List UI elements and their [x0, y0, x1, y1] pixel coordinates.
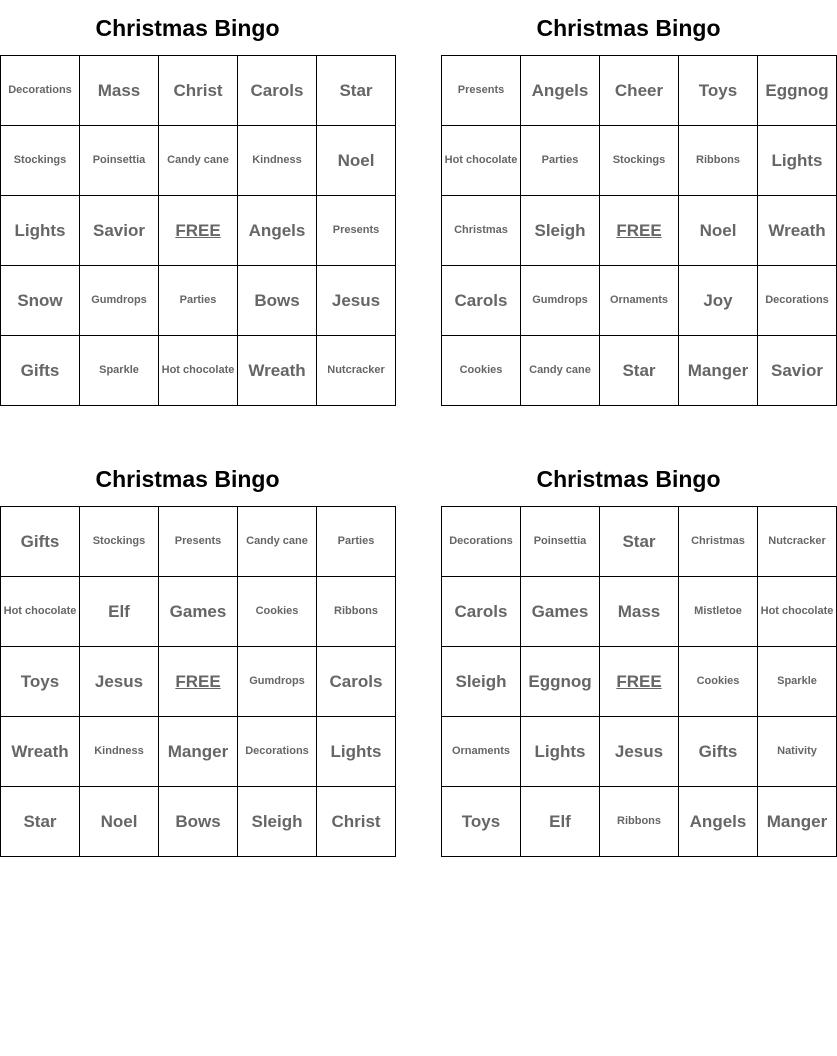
bingo-row [1, 266, 396, 336]
bingo-cell: Sleigh [238, 787, 317, 857]
bingo-card [0, 12, 385, 380]
bingo-cell: Ribbons [679, 126, 758, 196]
bingo-cell: Christ [159, 56, 238, 126]
bingo-cell: Wreath [238, 336, 317, 406]
bingo-cell: Lights [1, 196, 80, 266]
bingo-row [1, 336, 396, 406]
bingo-row [1, 196, 396, 266]
bingo-cell: Bows [238, 266, 317, 336]
free-space-cell: FREE [600, 196, 679, 266]
bingo-cell: Decorations [238, 717, 317, 787]
bingo-row [1, 647, 396, 717]
bingo-cell: Gumdrops [238, 647, 317, 717]
bingo-row [442, 56, 837, 126]
bingo-cell: Savior [758, 336, 837, 406]
bingo-cell: Gifts [1, 336, 80, 406]
bingo-cell: Angels [679, 787, 758, 857]
bingo-cell: Lights [317, 717, 396, 787]
bingo-row [442, 126, 837, 196]
bingo-cell: Presents [442, 56, 521, 126]
bingo-cell: Bows [159, 787, 238, 857]
bingo-cell: Decorations [1, 56, 80, 126]
bingo-cell: Noel [679, 196, 758, 266]
bingo-cell: Christmas [679, 507, 758, 577]
bingo-cell: Christmas [442, 196, 521, 266]
bingo-cell: Nativity [758, 717, 837, 787]
card-title: Christmas Bingo [536, 15, 721, 41]
bingo-cell: Jesus [317, 266, 396, 336]
bingo-cell: Star [317, 56, 396, 126]
bingo-cell: Carols [238, 56, 317, 126]
bingo-cell: Presents [159, 507, 238, 577]
bingo-row [442, 196, 837, 266]
bingo-cell: Manger [758, 787, 837, 857]
bingo-cell: Sparkle [758, 647, 837, 717]
card-title: Christmas Bingo [95, 466, 280, 492]
bingo-cell: Toys [679, 56, 758, 126]
bingo-cell: Elf [521, 787, 600, 857]
bingo-cell: Angels [521, 56, 600, 126]
bingo-cell: Kindness [238, 126, 317, 196]
bingo-cell: Carols [442, 577, 521, 647]
bingo-cell: Toys [442, 787, 521, 857]
bingo-cell: Eggnog [521, 647, 600, 717]
bingo-row [1, 126, 396, 196]
bingo-cell: Hot chocolate [159, 336, 238, 406]
bingo-cell: Hot chocolate [442, 126, 521, 196]
bingo-cell: Jesus [600, 717, 679, 787]
bingo-cell: Sparkle [80, 336, 159, 406]
free-space-cell: FREE [600, 647, 679, 717]
bingo-cell: Stockings [1, 126, 80, 196]
bingo-cell: Stockings [80, 507, 159, 577]
free-space-cell: FREE [159, 647, 238, 717]
bingo-cell: Christ [317, 787, 396, 857]
bingo-cell: Candy cane [521, 336, 600, 406]
bingo-cell: Cookies [442, 336, 521, 406]
bingo-cell: Elf [80, 577, 159, 647]
bingo-cell: Savior [80, 196, 159, 266]
bingo-cell: Gifts [1, 507, 80, 577]
bingo-cell: Snow [1, 266, 80, 336]
bingo-cell: Gumdrops [80, 266, 159, 336]
bingo-row [442, 577, 837, 647]
free-space-cell: FREE [159, 196, 238, 266]
bingo-cell: Decorations [442, 507, 521, 577]
bingo-cell: Nutcracker [317, 336, 396, 406]
bingo-row [1, 56, 396, 126]
bingo-cell: Candy cane [159, 126, 238, 196]
bingo-cell: Carols [317, 647, 396, 717]
bingo-cell: Nutcracker [758, 507, 837, 577]
bingo-cell: Ribbons [600, 787, 679, 857]
bingo-grid [441, 55, 837, 406]
card-title: Christmas Bingo [95, 15, 280, 41]
bingo-row [442, 787, 837, 857]
bingo-cell: Candy cane [238, 507, 317, 577]
bingo-cell: Ribbons [317, 577, 396, 647]
bingo-cell: Mistletoe [679, 577, 758, 647]
bingo-cell: Stockings [600, 126, 679, 196]
bingo-cell: Noel [317, 126, 396, 196]
bingo-cell: Star [600, 507, 679, 577]
bingo-cell: Manger [159, 717, 238, 787]
bingo-cell: Sleigh [442, 647, 521, 717]
bingo-row [1, 507, 396, 577]
bingo-row [442, 266, 837, 336]
bingo-cell: Toys [1, 647, 80, 717]
bingo-cell: Mass [80, 56, 159, 126]
bingo-cell: Lights [758, 126, 837, 196]
bingo-cell: Noel [80, 787, 159, 857]
bingo-cell: Star [600, 336, 679, 406]
bingo-cell: Parties [159, 266, 238, 336]
bingo-row [442, 507, 837, 577]
bingo-cell: Joy [679, 266, 758, 336]
bingo-card [441, 463, 834, 831]
bingo-grid [0, 55, 396, 406]
bingo-cell: Hot chocolate [1, 577, 80, 647]
bingo-row [442, 336, 837, 406]
bingo-cell: Poinsettia [80, 126, 159, 196]
bingo-cell: Ornaments [442, 717, 521, 787]
card-title: Christmas Bingo [536, 466, 721, 492]
bingo-cell: Games [159, 577, 238, 647]
bingo-cell: Carols [442, 266, 521, 336]
bingo-cell: Hot chocolate [758, 577, 837, 647]
bingo-grid [0, 506, 396, 857]
bingo-cell: Mass [600, 577, 679, 647]
bingo-card [441, 12, 829, 380]
bingo-row [442, 647, 837, 717]
bingo-cell: Parties [317, 507, 396, 577]
bingo-cell: Lights [521, 717, 600, 787]
bingo-cell: Cookies [238, 577, 317, 647]
bingo-cell: Presents [317, 196, 396, 266]
bingo-cell: Decorations [758, 266, 837, 336]
bingo-row [1, 787, 396, 857]
bingo-cell: Angels [238, 196, 317, 266]
bingo-cell: Gumdrops [521, 266, 600, 336]
bingo-cell: Cookies [679, 647, 758, 717]
bingo-cell: Star [1, 787, 80, 857]
bingo-cell: Kindness [80, 717, 159, 787]
bingo-grid [441, 506, 837, 857]
bingo-cell: Jesus [80, 647, 159, 717]
bingo-cell: Poinsettia [521, 507, 600, 577]
bingo-cell: Games [521, 577, 600, 647]
bingo-cell: Parties [521, 126, 600, 196]
bingo-cell: Cheer [600, 56, 679, 126]
bingo-card [0, 463, 383, 831]
bingo-cell: Eggnog [758, 56, 837, 126]
bingo-row [1, 717, 396, 787]
bingo-cell: Gifts [679, 717, 758, 787]
bingo-cell: Manger [679, 336, 758, 406]
bingo-row [442, 717, 837, 787]
bingo-cell: Sleigh [521, 196, 600, 266]
bingo-cell: Wreath [1, 717, 80, 787]
bingo-cell: Wreath [758, 196, 837, 266]
bingo-row [1, 577, 396, 647]
bingo-cell: Ornaments [600, 266, 679, 336]
